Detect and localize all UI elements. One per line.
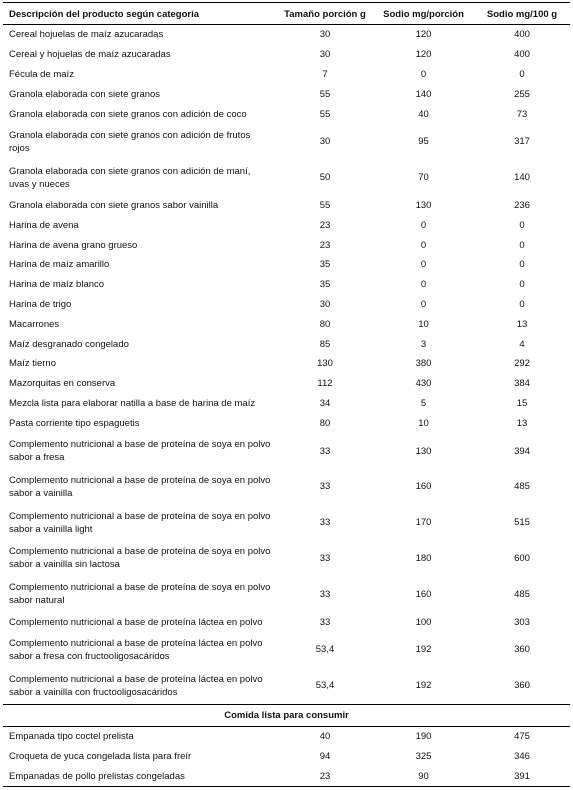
cell-description: Cereal y hojuelas de maíz azucaradas bbox=[9, 49, 171, 61]
cell-sodium-per-100g: 292 bbox=[514, 358, 530, 370]
cell-description: Complemento nutricional a base de proteína láctea en polvo sabor a vainilla con fructooligosacáridos bbox=[9, 673, 263, 698]
cell-description: Empanadas de pollo prelistas congeladas bbox=[3, 766, 277, 786]
cell-sodium-per-portion: 140 bbox=[415, 88, 432, 100]
cell-sodium-per-100g: 0 bbox=[519, 239, 525, 251]
cell-sodium-per-portion: 0 bbox=[420, 219, 427, 231]
cell-sodium-per-100g: 13 bbox=[516, 318, 528, 330]
cell-sodium-per-portion: 10 bbox=[418, 318, 429, 330]
cell-sodium-per-100g: 360 bbox=[514, 680, 530, 692]
cell-sodium-per-portion: 5 bbox=[420, 397, 427, 409]
table-row bbox=[3, 632, 570, 668]
table-body bbox=[3, 25, 570, 705]
cell-sodium-per-portion: 325 bbox=[415, 750, 432, 762]
cell-portion-size: 130 bbox=[317, 358, 333, 370]
table-row bbox=[3, 433, 570, 469]
cell-description: Complemento nutricional a base de proteína de soya en polvo sabor a vainilla light bbox=[9, 510, 271, 535]
cell-description: Harina de trigo bbox=[9, 298, 72, 310]
table-row bbox=[3, 612, 570, 632]
table-row bbox=[3, 334, 570, 354]
table-row bbox=[3, 354, 570, 374]
cell-sodium-per-100g: 73 bbox=[516, 108, 528, 120]
cell-description: Complemento nutricional a base de proteína láctea en polvo sabor a fresa con fructooligosacáridos bbox=[9, 637, 263, 662]
cell-description: Mezcla lista para elaborar natilla a base de harina de maíz bbox=[9, 397, 256, 409]
cell-sodium-per-100g: 600 bbox=[514, 552, 530, 564]
cell-sodium-per-portion: 192 bbox=[415, 644, 432, 656]
cell-sodium-per-100g: 4 bbox=[519, 338, 525, 350]
table-row bbox=[3, 374, 570, 394]
cell-sodium-per-portion: 160 bbox=[415, 481, 432, 493]
header-row bbox=[3, 3, 570, 25]
cell-sodium-per-100g: 515 bbox=[514, 517, 530, 529]
table-row bbox=[3, 469, 570, 505]
cell-portion-size: 23 bbox=[319, 219, 331, 231]
cell-description: Harina de avena bbox=[9, 219, 79, 231]
cell-sodium-per-portion: 0 bbox=[420, 259, 427, 271]
cell-sodium-per-portion: 95 bbox=[418, 136, 429, 148]
cell-sodium-per-portion: 3 bbox=[420, 338, 427, 350]
cell-sodium-per-100g: 0 bbox=[519, 68, 525, 80]
table-row bbox=[3, 314, 570, 334]
cell-portion-size: 40 bbox=[319, 730, 331, 742]
cell-sodium-per-100g: 0 bbox=[519, 298, 525, 310]
cell-portion-size: 30 bbox=[319, 136, 331, 148]
cell-description: Maíz tierno bbox=[9, 358, 56, 370]
cell-description: Granola elaborada con siete granos con adición de coco bbox=[9, 108, 247, 120]
cell-sodium-per-portion: 0 bbox=[420, 239, 427, 251]
cell-portion-size: 33 bbox=[319, 616, 331, 628]
cell-sodium-per-portion: 100 bbox=[415, 616, 432, 628]
cell-description: Pasta corriente tipo espaguetis bbox=[9, 417, 140, 429]
cell-portion-size: 33 bbox=[319, 588, 331, 600]
cell-sodium-per-100g: 0 bbox=[519, 219, 525, 231]
cell-portion-size: 35 bbox=[319, 259, 331, 271]
sodium-table bbox=[3, 2, 570, 787]
cell-sodium-per-portion: 190 bbox=[415, 730, 432, 742]
table-row bbox=[3, 215, 570, 235]
cell-portion-size: 53,4 bbox=[315, 680, 335, 692]
cell-description: Complemento nutricional a base de proteína de soya en polvo sabor natural bbox=[9, 582, 271, 607]
cell-sodium-per-portion: 120 bbox=[415, 49, 432, 61]
cell-description: Granola elaborada con siete granos con adición de frutos rojos bbox=[9, 129, 251, 154]
table-row bbox=[3, 84, 570, 104]
cell-description: Croqueta de yuca congelada lista para freír bbox=[9, 750, 192, 762]
cell-portion-size: 85 bbox=[319, 338, 331, 350]
cell-portion-size: 30 bbox=[319, 298, 331, 310]
header-description: Descripción del producto según categoría bbox=[3, 3, 277, 25]
cell-portion-size: 23 bbox=[319, 239, 331, 251]
section-body bbox=[3, 726, 570, 786]
cell-description: Empanada tipo coctel prelista bbox=[9, 730, 134, 742]
cell-portion-size: 33 bbox=[319, 481, 331, 493]
table-row bbox=[3, 576, 570, 612]
cell-portion-size: 30 bbox=[319, 49, 331, 61]
cell-description: Complemento nutricional a base de proteína de soya en polvo sabor a fresa bbox=[9, 439, 271, 464]
table-row bbox=[3, 196, 570, 216]
table-row bbox=[3, 255, 570, 275]
cell-sodium-per-portion: 120 bbox=[415, 29, 432, 41]
cell-portion-size: 33 bbox=[319, 445, 331, 457]
table-row bbox=[3, 235, 570, 255]
cell-sodium-per-portion: 130 bbox=[415, 445, 432, 457]
cell-sodium-per-100g: 303 bbox=[514, 616, 530, 628]
cell-portion-size: 80 bbox=[319, 417, 331, 429]
cell-sodium-per-100g: 0 bbox=[519, 279, 525, 291]
section-header bbox=[3, 704, 570, 726]
table-row bbox=[3, 275, 570, 295]
cell-sodium-per-100g: 0 bbox=[519, 259, 525, 271]
table-row bbox=[3, 65, 570, 85]
table-row bbox=[3, 766, 570, 786]
cell-description: Mazorquitas en conserva bbox=[9, 378, 116, 390]
cell-sodium-per-100g: 360 bbox=[514, 644, 530, 656]
table-header bbox=[3, 3, 570, 25]
cell-portion-size: 53,4 bbox=[315, 644, 335, 656]
table-row bbox=[3, 746, 570, 766]
table-row bbox=[3, 668, 570, 704]
header-sodium-per-portion: Sodio mg/porción bbox=[373, 3, 474, 25]
cell-sodium-per-100g: 391 bbox=[474, 766, 570, 786]
cell-sodium-per-portion: 170 bbox=[415, 517, 432, 529]
cell-sodium-per-portion: 40 bbox=[418, 108, 429, 120]
cell-description: Macarrones bbox=[9, 318, 60, 330]
cell-sodium-per-100g: 400 bbox=[514, 29, 530, 41]
cell-sodium-per-portion: 70 bbox=[418, 172, 429, 184]
cell-sodium-per-portion: 90 bbox=[373, 766, 474, 786]
cell-sodium-per-portion: 0 bbox=[420, 279, 427, 291]
sodium-table-container bbox=[3, 2, 570, 787]
cell-sodium-per-100g: 384 bbox=[514, 378, 530, 390]
table-row bbox=[3, 394, 570, 414]
cell-portion-size: 33 bbox=[319, 552, 331, 564]
cell-sodium-per-portion: 380 bbox=[415, 358, 432, 370]
cell-portion-size: 55 bbox=[319, 88, 331, 100]
cell-sodium-per-100g: 485 bbox=[514, 588, 530, 600]
cell-description: Maíz desgranado congelado bbox=[9, 338, 129, 350]
table-row bbox=[3, 295, 570, 315]
table-row bbox=[3, 541, 570, 577]
cell-description: Harina de maíz amarillo bbox=[9, 259, 110, 271]
table-row bbox=[3, 726, 570, 746]
cell-portion-size: 55 bbox=[319, 199, 331, 211]
cell-sodium-per-portion: 160 bbox=[415, 588, 432, 600]
header-portion-size: Tamaño porción g bbox=[277, 3, 373, 25]
cell-description: Harina de maíz blanco bbox=[9, 279, 105, 291]
cell-portion-size: 30 bbox=[319, 29, 331, 41]
cell-description: Granola elaborada con siete granos con adición de maní, uvas y nueces bbox=[9, 165, 251, 190]
cell-sodium-per-100g: 140 bbox=[514, 172, 530, 184]
table-row bbox=[3, 505, 570, 541]
table-row bbox=[3, 413, 570, 433]
cell-portion-size: 23 bbox=[277, 766, 373, 786]
cell-portion-size: 7 bbox=[322, 68, 328, 80]
cell-description: Granola elaborada con siete granos sabor vainilla bbox=[9, 199, 219, 211]
cell-sodium-per-100g: 255 bbox=[514, 88, 530, 100]
cell-description: Granola elaborada con siete granos bbox=[9, 88, 161, 100]
table-row bbox=[3, 104, 570, 124]
cell-description: Complemento nutricional a base de proteína de soya en polvo sabor a vainilla sin lactosa bbox=[9, 546, 271, 571]
cell-sodium-per-portion: 0 bbox=[420, 68, 427, 80]
cell-sodium-per-100g: 13 bbox=[516, 417, 528, 429]
table-row bbox=[3, 124, 570, 160]
section-row bbox=[3, 704, 570, 726]
cell-sodium-per-100g: 346 bbox=[514, 750, 530, 762]
cell-sodium-per-100g: 236 bbox=[514, 199, 530, 211]
cell-description: Fécula de maíz bbox=[9, 68, 74, 80]
cell-sodium-per-100g: 394 bbox=[514, 445, 530, 457]
table-row bbox=[3, 45, 570, 65]
cell-sodium-per-100g: 15 bbox=[516, 397, 528, 409]
cell-sodium-per-portion: 10 bbox=[418, 417, 429, 429]
cell-sodium-per-portion: 180 bbox=[415, 552, 432, 564]
header-sodium-per-100g: Sodio mg/100 g bbox=[474, 3, 570, 25]
cell-sodium-per-portion: 192 bbox=[415, 680, 432, 692]
cell-portion-size: 33 bbox=[319, 517, 331, 529]
cell-sodium-per-100g: 475 bbox=[514, 730, 530, 742]
cell-description: Harina de avena grano grueso bbox=[9, 239, 138, 251]
cell-portion-size: 35 bbox=[319, 279, 331, 291]
cell-portion-size: 94 bbox=[319, 750, 331, 762]
cell-sodium-per-100g: 400 bbox=[514, 49, 530, 61]
cell-portion-size: 34 bbox=[319, 397, 331, 409]
cell-sodium-per-portion: 130 bbox=[415, 199, 432, 211]
table-row bbox=[3, 160, 570, 196]
cell-portion-size: 50 bbox=[319, 172, 331, 184]
section-title: Comida lista para consumir bbox=[3, 704, 570, 726]
cell-sodium-per-portion: 430 bbox=[415, 378, 432, 390]
cell-description: Cereal hojuelas de maíz azucaradas bbox=[9, 29, 164, 41]
cell-portion-size: 80 bbox=[319, 318, 331, 330]
table-row bbox=[3, 25, 570, 45]
cell-sodium-per-portion: 0 bbox=[420, 298, 427, 310]
cell-description: Complemento nutricional a base de proteína de soya en polvo sabor a vainilla bbox=[9, 474, 271, 499]
cell-sodium-per-100g: 485 bbox=[514, 481, 530, 493]
cell-description: Complemento nutricional a base de proteína láctea en polvo bbox=[9, 616, 263, 628]
cell-portion-size: 112 bbox=[317, 378, 333, 390]
cell-sodium-per-100g: 317 bbox=[514, 136, 530, 148]
cell-portion-size: 55 bbox=[319, 108, 331, 120]
